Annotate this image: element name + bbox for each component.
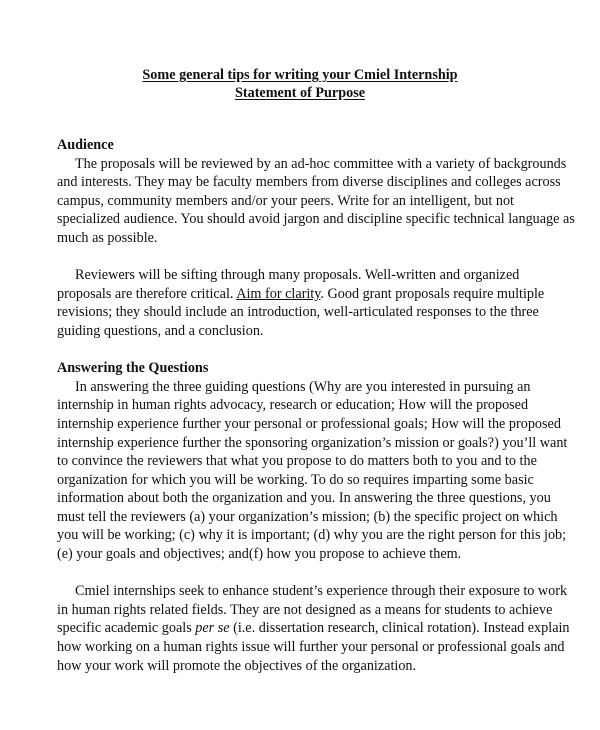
questions-paragraph-1 [57, 378, 572, 564]
paragraph-line: (e) your goals and objectives; and(f) how you propose to achieve them. [57, 546, 462, 563]
document-title [0, 66, 600, 102]
paragraph-line [57, 285, 572, 304]
text-run: proposals are therefore critical. [57, 285, 237, 302]
paragraph-line: The proposals will be reviewed by an ad-hoc committee with a variety of backgrounds [75, 155, 567, 172]
text-run: . Good grant proposals require multiple [320, 285, 545, 302]
paragraph-line: and interests. They may be faculty members from diverse disciplines and colleges across [57, 174, 561, 191]
paragraph-line: campus, community members and/or your peers. Write for an intelligent, but not [57, 192, 514, 209]
paragraph-line: internship in human rights advocacy, research or education; How will the proposed [57, 397, 529, 414]
title-line-1: Some general tips for writing your Cmiel Internship [142, 67, 458, 83]
paragraph-line: Reviewers will be sifting through many proposals. Well-written and organized [75, 267, 520, 284]
section-heading-answering-questions: Answering the Questions [57, 360, 209, 377]
text-run: specific academic goals [57, 620, 196, 637]
paragraph-line: must tell the reviewers (a) your organization’s mission; (b) the specific project on which [57, 508, 558, 525]
audience-paragraph-2 [57, 266, 572, 340]
questions-paragraph-2 [57, 582, 572, 675]
paragraph-line: In answering the three guiding questions (Why are you interested in pursuing an [75, 378, 531, 395]
paragraph-line: internship experience further the sponsoring organization’s mission or goals?) you’ll want [57, 434, 568, 451]
paragraph-spacer [57, 564, 572, 583]
paragraph-line: to convince the reviewers that what you propose to do matters both to you and to the [57, 453, 537, 470]
paragraph-line: guiding questions, and a conclusion. [57, 322, 264, 339]
paragraph-line: Cmiel internships seek to enhance student’s experience through their exposure to work [75, 583, 568, 600]
paragraph-line: how your work will promote the objectives of the organization. [57, 657, 417, 674]
text-run: (i.e. dissertation research, clinical rotation). Instead explain [229, 620, 570, 637]
aim-for-clarity-emphasis: Aim for clarity [236, 285, 321, 302]
paragraph-spacer [57, 248, 572, 267]
paragraph-line: specialized audience. You should avoid jargon and discipline specific technical language as [57, 211, 575, 228]
paragraph-line: in human rights related fields. They are not designed as a means for students to achieve [57, 601, 553, 618]
per-se-italic: per se [195, 620, 230, 637]
paragraph-line: revisions; they should include an introduction, well-articulated responses to the three [57, 304, 539, 321]
paragraph-line: information about both the organization and you. In answering the three questions, you [57, 490, 551, 507]
paragraph-line: much as possible. [57, 229, 158, 246]
paragraph-spacer [57, 341, 572, 360]
paragraph-line: internship experience further your personal or professional goals; How will the proposed [57, 415, 561, 432]
title-line-2: Statement of Purpose [234, 85, 366, 101]
paragraph-line: you will be working; (c) why it is important; (d) why you are the right person for this job; [57, 527, 567, 544]
audience-paragraph-1 [57, 155, 575, 248]
document-body [57, 136, 575, 675]
paragraph-line: how working on a human rights issue will further your personal or professional goals and [57, 639, 565, 656]
section-heading-audience: Audience [57, 137, 114, 153]
paragraph-line: organization for which you will be working. To do so requires imparting some basic [57, 471, 534, 488]
paragraph-line [57, 619, 572, 638]
